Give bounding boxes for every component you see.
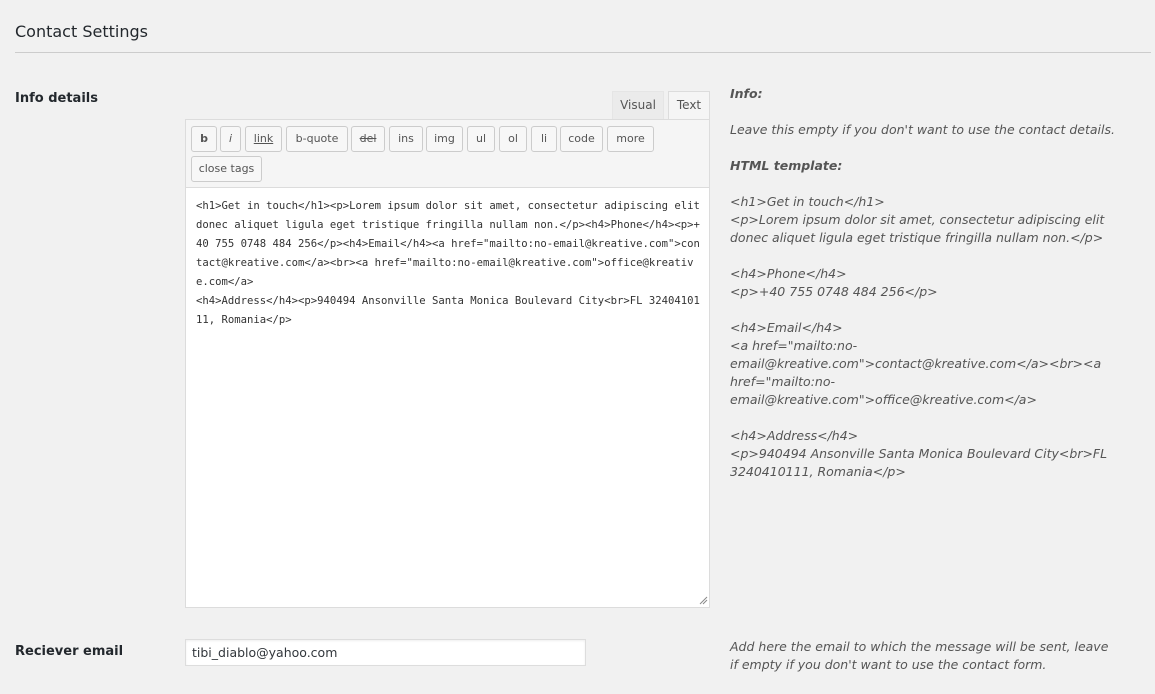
info-details-textarea[interactable]: <h1>Get in touch</h1><p>Lorem ipsum dolor sit amet, consectetur adipiscing elit donec aliquet ligula eget tristique fringilla nullam non.</p><h4>Phone</h4><p>+40 755 0748 484 256</p><h4>Email</h4><a href="mailto:no-email@kreative.com">contact@kreative.com</a><br><a href="mailto:no-email@kreative.com">office@kreative.com</a> <h4>Address</h4><p>940494 Ansonville Santa Monica Boulevard City<br>FL 3240410111, Romania</p> bbox=[185, 187, 710, 608]
tab-text[interactable]: Text bbox=[668, 91, 710, 119]
page-title: Contact Settings bbox=[15, 22, 148, 41]
template-heading: HTML template: bbox=[730, 158, 843, 173]
template-line: <h4>Address</h4> bbox=[730, 428, 859, 443]
template-line: <p>Lorem ipsum dolor sit amet, consectetur adipiscing elit donec aliquet ligula eget tristique fringilla nullam non.</p> bbox=[730, 212, 1105, 245]
link-button[interactable]: link bbox=[245, 126, 282, 152]
blockquote-button[interactable]: b-quote bbox=[286, 126, 348, 152]
ins-button[interactable]: ins bbox=[389, 126, 423, 152]
title-divider bbox=[15, 52, 1151, 53]
template-line: <p>+40 755 0748 484 256</p> bbox=[730, 284, 938, 299]
img-button[interactable]: img bbox=[426, 126, 463, 152]
template-line: <a href="mailto:no-email@kreative.com">contact@kreative.com</a><br><a href="mailto:no-email@kreative.com">office@kreative.com</a> bbox=[730, 338, 1102, 407]
del-button[interactable]: del bbox=[351, 126, 385, 152]
receiver-email-input[interactable] bbox=[185, 639, 586, 666]
editor-toolbar bbox=[185, 119, 710, 187]
more-button[interactable]: more bbox=[607, 126, 654, 152]
ol-button[interactable]: ol bbox=[499, 126, 527, 152]
info-heading: Info: bbox=[730, 86, 763, 101]
resize-handle-icon[interactable] bbox=[699, 596, 708, 605]
info-help-text: Leave this empty if you don't want to use the contact details. bbox=[730, 122, 1115, 137]
li-button[interactable]: li bbox=[531, 126, 557, 152]
template-line: <p>940494 Ansonville Santa Monica Boulevard City<br>FL 3240410111, Romania</p> bbox=[730, 446, 1108, 479]
receiver-email-help: Add here the email to which the message will be sent, leave if empty if you don't want to use the contact form. bbox=[730, 639, 1109, 672]
receiver-email-label: Reciever email bbox=[15, 644, 124, 659]
italic-button[interactable]: i bbox=[220, 126, 241, 152]
close-tags-button[interactable]: close tags bbox=[191, 156, 262, 182]
template-line: <h1>Get in touch</h1> bbox=[730, 194, 885, 209]
template-line: <h4>Email</h4> bbox=[730, 320, 843, 335]
info-help-panel bbox=[730, 85, 1140, 481]
template-line: <h4>Phone</h4> bbox=[730, 266, 847, 281]
code-button[interactable]: code bbox=[560, 126, 603, 152]
tab-visual[interactable]: Visual bbox=[612, 91, 664, 119]
info-details-label: Info details bbox=[15, 91, 98, 106]
ul-button[interactable]: ul bbox=[467, 126, 495, 152]
bold-button[interactable]: b bbox=[191, 126, 217, 152]
